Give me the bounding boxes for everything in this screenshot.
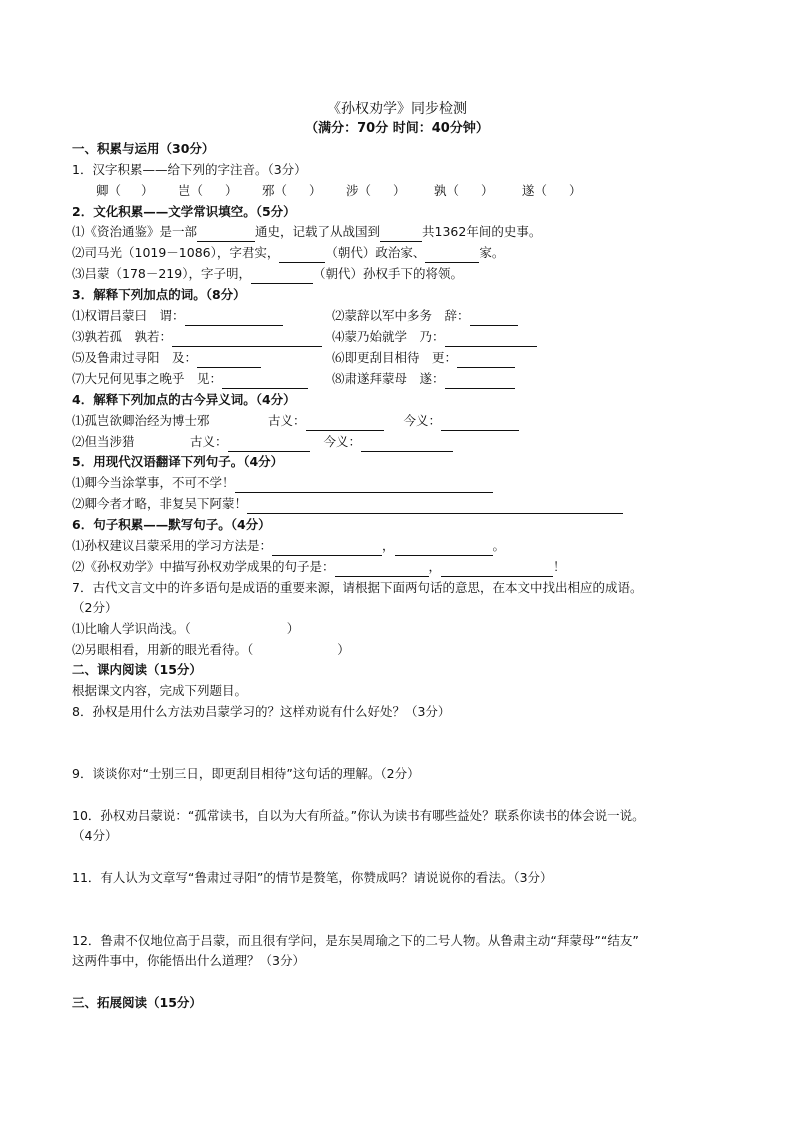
page-title: 《孙权劝学》同步检测 [327,101,467,117]
q3-row: ⑶孰若孤 孰若： [72,327,322,347]
q4-row-2: ⑵但当涉猎 古义： 今义： [72,432,453,452]
answer-blank[interactable] [361,437,453,452]
answer-blank[interactable] [247,499,623,514]
q5-stem: 5．用现代汉语翻译下列句子。（4分） [72,454,284,469]
answer-blank[interactable] [470,311,518,326]
q3-stem: 3．解释下列加点的词。（8分） [72,287,246,302]
answer-blank[interactable] [222,374,308,389]
q12-line-2: 这两件事中，你能悟出什么道理？（3分） [72,953,305,968]
q3-row: ⑺大兄何见事之晚乎 见： [72,369,308,389]
answer-blank[interactable] [457,353,515,368]
q4-row-1: ⑴孤岂欲卿治经为博士邪 古义： 今义： [72,411,519,431]
answer-blank[interactable] [172,332,322,347]
q3-row: ⑷蒙乃始就学 乃： [332,327,537,347]
q10-line-2: （4分） [72,828,118,843]
answer-blank[interactable] [441,562,553,577]
q7-stem: 7．古代文言文中的许多语句是成语的重要来源，请根据下面两句话的意思，在本文中找出相应的成语。 [72,580,643,595]
q1-char-item: 邪（ ） [261,183,322,198]
q3-row: ⑵蒙辞以军中多务 辞： [332,306,518,326]
q3-row: ⑸及鲁肃过寻阳 及： [72,348,261,368]
q1-char-item: 岂（ ） [177,183,238,198]
q3-row: ⑻肃遂拜蒙母 遂： [332,369,515,389]
section-3-heading: 三、拓展阅读（15分） [72,995,202,1010]
answer-blank[interactable] [251,269,313,284]
q2-line-2: ⑵司马光（1019－1086），字君实， （朝代）政治家、 家。 [72,243,504,263]
q8-text: 8．孙权是用什么方法劝吕蒙学习的？这样劝说有什么好处？（3分） [72,704,451,719]
answer-blank[interactable] [197,353,261,368]
q5-row-2: ⑵卿今者才略，非复吴下阿蒙！ [72,494,623,514]
page-subtitle: （满分：70分 时间：40分钟） [305,121,489,136]
q6-row-1: ⑴孙权建议吕蒙采用的学习方法是： ， 。 [72,536,505,556]
q12-line-1: 12．鲁肃不仅地位高于吕蒙，而且很有学问，是东吴周瑜之下的二号人物。从鲁肃主动“拜蒙母”“结友” [72,933,639,948]
q1-char-item: 涉（ ） [345,183,406,198]
q11-text: 11．有人认为文章写“鲁肃过寻阳”的情节是赘笔，你赞成吗？请说说你的看法。（3分） [72,870,553,885]
q1-char-item: 遂（ ） [521,183,582,198]
q3-row: ⑹即更刮目相待 更： [332,348,515,368]
q1-char-item: 卿（ ） [96,183,154,198]
answer-blank[interactable] [228,437,310,452]
answer-blank[interactable] [306,416,384,431]
q6-stem: 6．句子积累——默写句子。（4分） [72,517,271,532]
answer-blank[interactable] [272,541,382,556]
answer-blank[interactable] [395,541,493,556]
q1-char-item: 孰（ ） [433,183,494,198]
answer-blank[interactable] [380,227,422,242]
q1-chars [96,181,581,201]
answer-blank[interactable] [445,332,537,347]
q7-score: （2分） [72,600,118,615]
q4-stem: 4．解释下列加点的古今异义词。（4分） [72,392,296,407]
section-1-heading: 一、积累与运用（30分） [72,141,215,156]
q9-text: 9．谈谈你对“士别三日，即更刮目相待”这句话的理解。（2分） [72,766,420,781]
answer-blank[interactable] [425,248,479,263]
q2-line-1: ⑴《资治通鉴》是一部 通史，记载了从战国到 共1362年间的史事。 [72,222,541,242]
q6-row-2: ⑵《孙权劝学》中描写孙权劝学成果的句子是： ， ！ [72,557,566,577]
q2-line-3: ⑶吕蒙（178－219），字子明， （朝代）孙权手下的将领。 [72,264,463,284]
q7-row-2: ⑵另眼相看，用新的眼光看待。（ ） [72,642,350,657]
answer-blank[interactable] [197,227,255,242]
answer-blank[interactable] [185,311,283,326]
section-2-intro: 根据课文内容，完成下列题目。 [72,683,248,698]
answer-blank[interactable] [235,478,493,493]
answer-blank[interactable] [445,374,515,389]
q10-line-1: 10．孙权劝吕蒙说：“孤常读书，自以为大有所益。”你认为读书有哪些益处？联系你读书的体会说一说。 [72,808,645,823]
answer-blank[interactable] [279,248,325,263]
q1-stem: 1．汉字积累——给下列的字注音。（3分） [72,162,307,177]
q5-row-1: ⑴卿今当涂掌事，不可不学！ [72,473,493,493]
q2-stem: 2．文化积累——文学常识填空。（5分） [72,204,296,219]
answer-blank[interactable] [335,562,429,577]
section-2-heading: 二、课内阅读（15分） [72,662,202,677]
q3-row: ⑴权谓吕蒙曰 谓： [72,306,283,326]
q7-row-1: ⑴比喻人学识尚浅。（ ） [72,621,300,636]
answer-blank[interactable] [441,416,519,431]
